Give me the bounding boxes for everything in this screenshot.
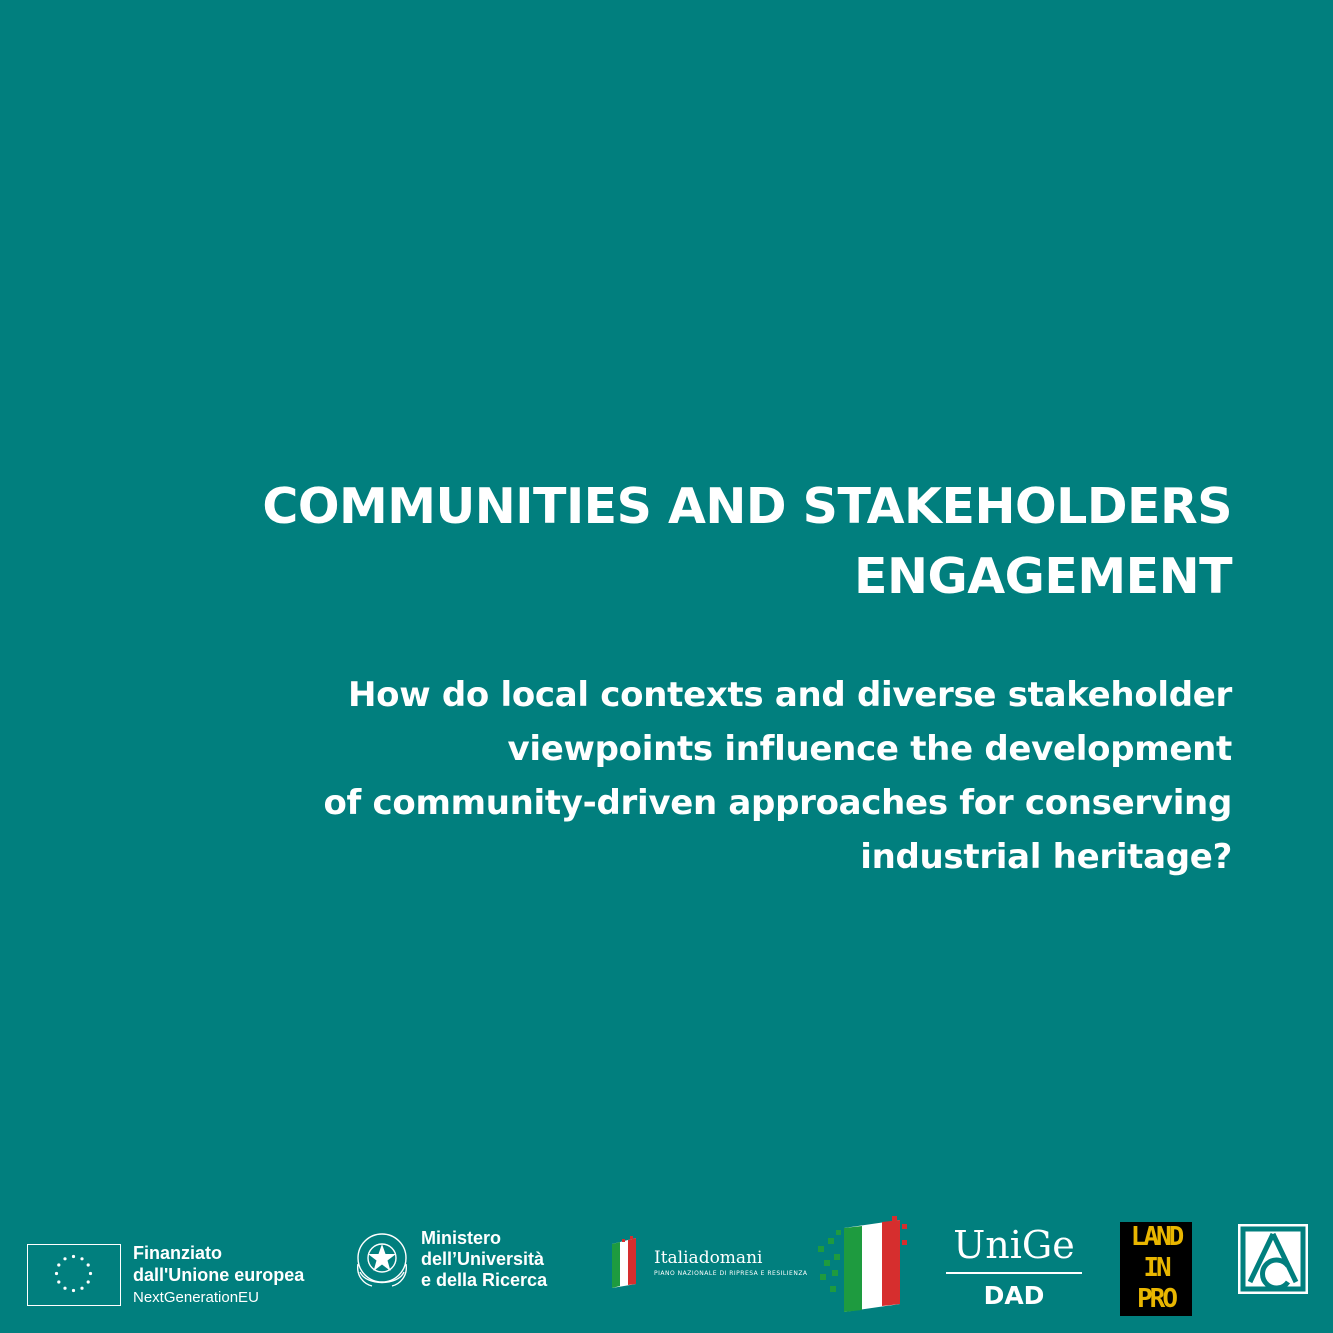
land-line-3: PRO xyxy=(1137,1284,1175,1314)
eu-flag-icon xyxy=(27,1244,121,1306)
italiadomani-logo xyxy=(608,1236,808,1296)
eu-funding-text xyxy=(133,1242,304,1310)
italian-emblem-icon xyxy=(352,1228,412,1292)
eu-text-line-2: dall'Unione europea xyxy=(133,1265,305,1285)
eu-text-line-1: Finanziato xyxy=(133,1243,222,1263)
mur-text-line-2: dell’Università xyxy=(421,1249,545,1269)
eu-text-line-3: NextGenerationEU xyxy=(133,1289,259,1306)
italiadomani-flag-icon xyxy=(608,1236,648,1290)
heading-line-1: COMMUNITIES AND STAKEHOLDERS xyxy=(262,478,1232,535)
mur-text-line-1: Ministero xyxy=(421,1228,502,1248)
pnrr-flag-icon xyxy=(816,1216,908,1312)
question-line-1: How do local contexts and diverse stakeholder xyxy=(348,675,1232,715)
question-line-3: of community-driven approaches for conserving xyxy=(323,783,1232,823)
mur-logo xyxy=(352,1228,582,1308)
eu-funding-logo xyxy=(27,1232,317,1312)
unige-name: UniGe xyxy=(953,1223,1075,1267)
question-line-2: viewpoints influence the development xyxy=(507,729,1232,769)
ac-monogram-logo xyxy=(1238,1224,1308,1294)
mur-text xyxy=(421,1228,547,1291)
mur-text-line-3: e della Ricerca xyxy=(421,1270,548,1290)
unige-department: DAD xyxy=(983,1280,1045,1310)
heading xyxy=(232,472,1232,612)
question-line-4: industrial heritage? xyxy=(860,837,1232,877)
pnrr-flag-logo xyxy=(816,1216,908,1312)
land-in-pro-logo xyxy=(1120,1222,1192,1316)
logo-bar xyxy=(0,1210,1333,1333)
land-line-2: IN xyxy=(1143,1253,1169,1283)
ac-monogram-icon xyxy=(1238,1224,1308,1294)
unige-dad-logo xyxy=(944,1222,1084,1322)
research-question xyxy=(232,668,1232,884)
land-line-1: LAND xyxy=(1130,1222,1182,1252)
unige-divider xyxy=(946,1272,1082,1274)
heading-line-2: ENGAGEMENT xyxy=(854,548,1232,605)
italiadomani-subtitle: PIANO NAZIONALE DI RIPRESA E RESILIENZA xyxy=(654,1270,808,1277)
italiadomani-name: Italiadomani xyxy=(654,1248,763,1268)
